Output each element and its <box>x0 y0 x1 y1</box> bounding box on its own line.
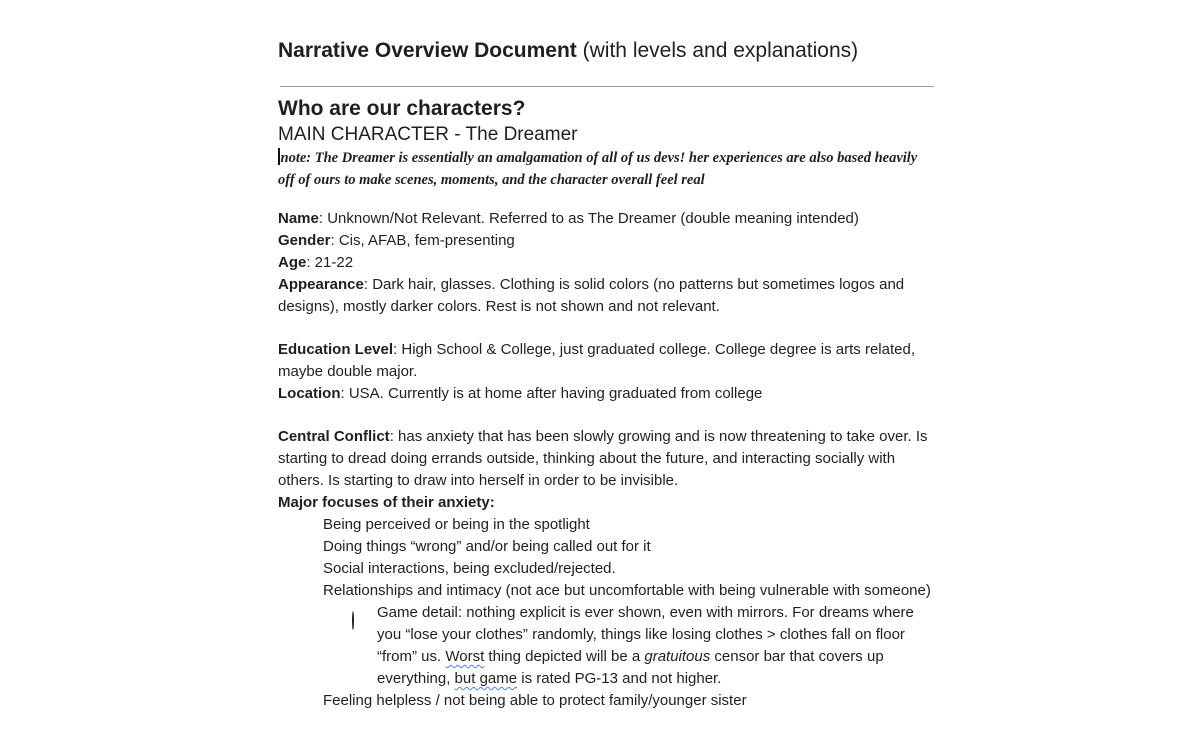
field-label: Gender <box>278 232 331 249</box>
text-segment: thing depicted will be a <box>484 648 645 665</box>
grammar-flagged-word[interactable]: Worst <box>445 648 485 665</box>
education-location-group <box>278 339 934 405</box>
title-divider <box>280 86 934 87</box>
bullet-icon <box>303 558 323 580</box>
field-label: Appearance <box>278 276 364 293</box>
field-value: : Unknown/Not Relevant. Referred to as The Dreamer (double meaning intended) <box>318 210 859 227</box>
conflict-group <box>278 426 934 712</box>
field-appearance <box>278 274 934 318</box>
field-central-conflict <box>278 426 934 492</box>
list-item <box>278 536 934 558</box>
field-location <box>278 383 934 405</box>
anxiety-focus-heading: Major focuses of their anxiety: <box>278 494 495 511</box>
list-item-text: Doing things “wrong” and/or being called out for it <box>323 538 651 555</box>
text-segment: censor bar that covers up everything, <box>377 648 884 687</box>
bullet-icon <box>303 690 323 712</box>
bullet-icon <box>303 580 323 602</box>
list-item <box>278 580 934 602</box>
section-heading: Who are our characters? <box>278 97 526 120</box>
field-age <box>278 252 934 274</box>
bullet-icon <box>303 536 323 558</box>
game-detail-text <box>377 602 934 690</box>
field-label: Age <box>278 254 307 271</box>
field-label: Name <box>278 210 319 227</box>
text-segment: is rated PG-13 and not higher. <box>517 670 722 687</box>
dev-note <box>278 148 934 191</box>
italic-text-segment: gratuitous <box>644 648 711 665</box>
subsection-heading: MAIN CHARACTER - The Dreamer <box>278 124 578 145</box>
field-value: : Cis, AFAB, fem-presenting <box>330 232 515 249</box>
field-value: : High School & College, just graduated college. College degree is arts related, maybe double major. <box>278 341 916 380</box>
document-title-suffix: (with levels and explanations) <box>582 39 859 62</box>
field-value: : 21-22 <box>306 254 354 271</box>
field-education-level <box>278 339 934 383</box>
document-page[interactable] <box>278 38 934 712</box>
document-title <box>278 38 934 64</box>
list-item <box>278 514 934 536</box>
list-item-text: Feeling helpless / not being able to protect family/younger sister <box>323 692 747 709</box>
field-name <box>278 208 934 230</box>
list-item-text: Relationships and intimacy (not ace but uncomfortable with being vulnerable with someone) <box>323 582 931 599</box>
list-item-text: Being perceived or being in the spotlight <box>323 516 590 533</box>
list-item <box>278 690 934 712</box>
field-value: : USA. Currently is at home after having graduated from college <box>340 385 763 402</box>
dev-note-text: note: The Dreamer is essentially an amalgamation of all of us devs! her experiences are also based heavily off of ours to make scenes, moments, and the character overall feel real <box>278 150 918 188</box>
field-label: Central Conflict <box>278 428 390 445</box>
field-value: : Dark hair, glasses. Clothing is solid colors (no patterns but sometimes logos and designs), mostly darker colors. Rest is not shown and not relevant. <box>278 276 905 315</box>
field-label: Education Level <box>278 341 394 358</box>
text-cursor <box>278 148 280 165</box>
character-basics-group <box>278 208 934 318</box>
list-item <box>278 558 934 580</box>
field-gender <box>278 230 934 252</box>
nested-list-item <box>278 602 934 690</box>
document-title-main: Narrative Overview Document <box>278 39 577 62</box>
grammar-flagged-phrase[interactable]: but game <box>454 670 518 687</box>
field-value: : has anxiety that has been slowly growing and is now threatening to take over. Is starting to dread doing errands outside, thinking about the future, and interacting socially with others. Is starting to draw into herself in order to be invisible. <box>278 428 928 489</box>
list-item-text: Social interactions, being excluded/rejected. <box>323 560 616 577</box>
text-segment: Game detail: nothing explicit is ever shown, even with mirrors. For dreams where you “lose your clothes” randomly, things like losing clothes > clothes fall on floor “from” us. <box>377 604 914 665</box>
circle-bullet-icon <box>352 602 377 690</box>
bullet-icon <box>303 514 323 536</box>
field-label: Location <box>278 385 341 402</box>
